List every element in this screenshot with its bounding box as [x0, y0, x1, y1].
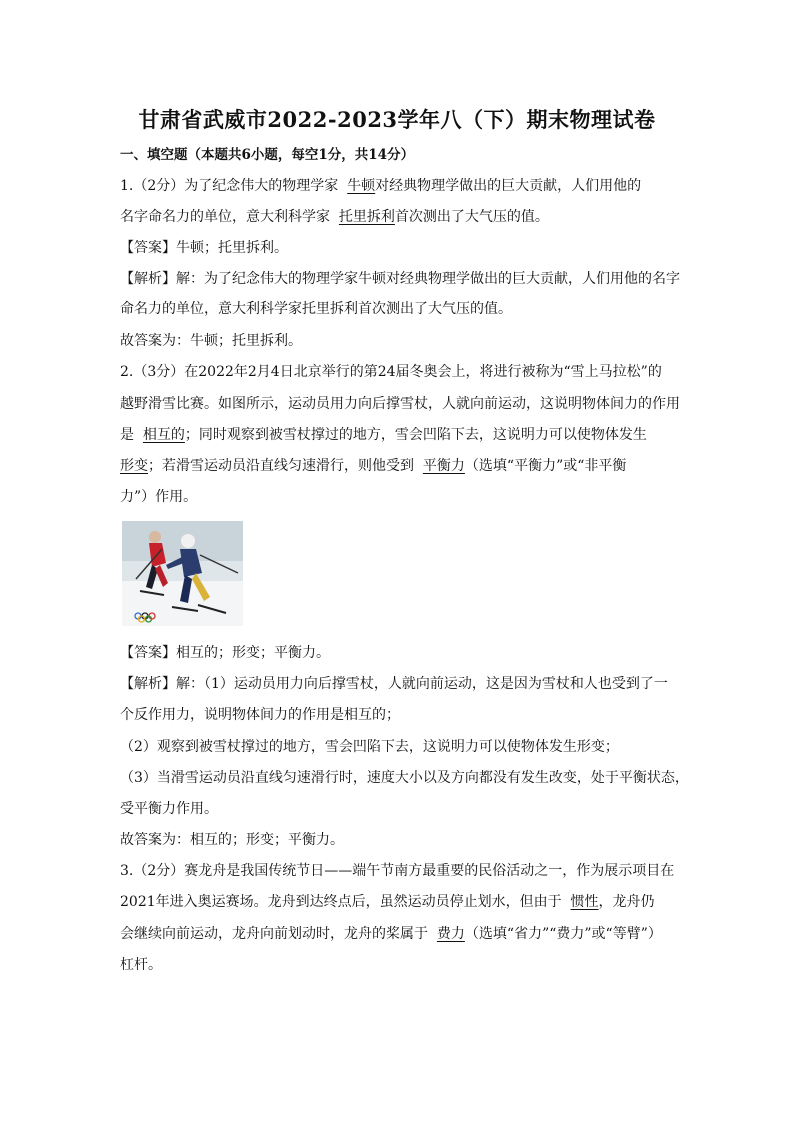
skiing-photo — [122, 521, 243, 626]
q1-line-1: 1.（2分）为了纪念伟大的物理学家 牛顿对经典物理学做出的巨大贡献，人们用他的 — [120, 178, 642, 194]
q2-analysis-4: （3）当滑雪运动员沿直线匀速滑行时，速度大小以及方向都没有发生改变，处于平衡状态， — [120, 770, 689, 786]
q3-line-3: 会继续向前运动，龙舟向前划动时，龙舟的桨属于 费力（选填“省力”“费力”或“等臂”） — [120, 926, 662, 942]
q2-blank-2: 形变 — [120, 458, 148, 474]
q2-analysis-1: 【解析】解：（1）运动员用力向后撑雪杖，人就向前运动，这是因为雪杖和人也受到了一 — [120, 676, 668, 692]
page-title: 甘肃省武威市2022-2023学年八（下）期末物理试卷 — [138, 107, 656, 132]
q2-blank-1: 相互的 — [142, 427, 185, 443]
q3-line-2: 2021年进入奥运赛场。龙舟到达终点后，虽然运动员停止划水，但由于 惯性，龙舟仍 — [120, 894, 655, 910]
q2-final: 故答案为：相互的；形变；平衡力。 — [120, 832, 344, 848]
q2-analysis-5: 受平衡力作用。 — [120, 801, 218, 817]
q2-analysis-3: （2）观察到被雪杖撑过的地方，雪会凹陷下去，这说明力可以使物体发生形变； — [120, 739, 619, 755]
q1-blank-2: 托里拆利 — [338, 209, 395, 225]
q1-answer: 【答案】牛顿；托里拆利。 — [120, 240, 288, 256]
q2-line-5: 力”）作用。 — [120, 489, 198, 505]
q3-line-4: 杠杆。 — [120, 957, 162, 973]
q1-analysis-2: 命名力的单位，意大利科学家托里拆利首次测出了大气压的值。 — [120, 301, 512, 317]
q1-blank-1: 牛顿 — [347, 178, 376, 194]
q2-line-2: 越野滑雪比赛。如图所示，运动员用力向后撑雪杖，人就向前运动，这说明物体间力的作用 — [120, 396, 680, 412]
skiers-illustration — [122, 521, 243, 626]
q2-line-3: 是 相互的；同时观察到被雪杖撑过的地方，雪会凹陷下去，这说明力可以使物体发生 — [120, 427, 647, 443]
q3-blank-1: 惯性 — [570, 894, 599, 910]
q1-final: 故答案为：牛顿；托里拆利。 — [120, 333, 302, 349]
q2-line-4: 形变；若滑雪运动员沿直线匀速滑行，则他受到 平衡力（选填“平衡力”或“非平衡 — [120, 458, 627, 474]
q3-blank-2: 费力 — [436, 926, 465, 942]
q2-blank-3: 平衡力 — [422, 458, 465, 474]
q2-answer: 【答案】相互的；形变；平衡力。 — [120, 645, 330, 661]
section-heading: 一、填空题（本题共6小题，每空1分，共14分） — [120, 147, 415, 163]
q2-line-1: 2.（3分）在2022年2月4日北京举行的第24届冬奥会上，将进行被称为“雪上马拉松”的 — [120, 364, 662, 380]
q1-analysis-1: 【解析】解：为了纪念伟大的物理学家牛顿对经典物理学做出的巨大贡献，人们用他的名字 — [120, 271, 680, 287]
q3-line-1: 3.（2分）赛龙舟是我国传统节日——端午节南方最重要的民俗活动之一，作为展示项目在 — [120, 863, 675, 879]
q2-analysis-2: 个反作用力，说明物体间力的作用是相互的； — [120, 707, 400, 723]
q1-line-2: 名字命名力的单位，意大利科学家 托里拆利首次测出了大气压的值。 — [120, 209, 549, 225]
